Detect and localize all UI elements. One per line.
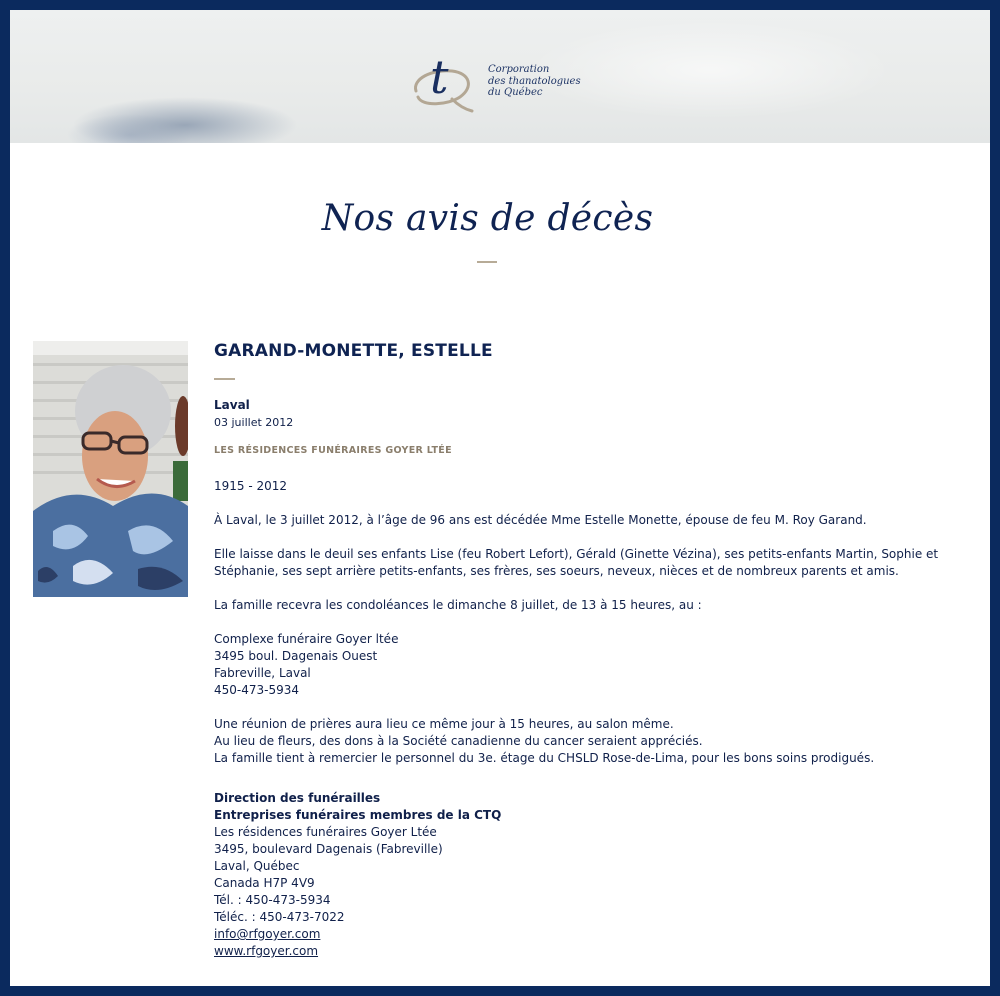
ctq-logo-text — [488, 64, 581, 99]
director-line: 3495, boulevard Dagenais (Fabreville) — [214, 842, 443, 856]
header-banner — [10, 10, 990, 143]
logo-line-2: des thanatologues — [488, 75, 581, 87]
director-email-link[interactable]: info@rfgoyer.com — [214, 927, 321, 941]
address-line: 3495 boul. Dagenais Ouest — [214, 649, 378, 663]
obituary-content — [214, 339, 954, 960]
name-divider — [214, 378, 235, 380]
closing-line: Une réunion de prières aura lieu ce même jour à 15 heures, au salon même. — [214, 717, 674, 731]
director-line: Les résidences funéraires Goyer Ltée — [214, 825, 437, 839]
closing-line: La famille tient à remercier le personnel du 3e. étage du CHSLD Rose-de-Lima, pour les bons soins prodigués. — [214, 751, 875, 765]
logo-line-3: du Québec — [488, 87, 543, 98]
address-phone: 450-473-5934 — [214, 683, 300, 697]
obituary-paragraph-2: Elle laisse dans le deuil ses enfants Lise (feu Robert Lefort), Gérald (Ginette Vézina), ses petits-enfants Martin, Sophie et Stéphanie, ses sept arrière petits-enfants, ses frères, ses soeurs, neveux, nièces et de nombreux parents et amis. — [214, 547, 939, 578]
visitation-address — [214, 631, 954, 699]
page-frame — [10, 10, 990, 986]
funeral-home-link[interactable]: LES RÉSIDENCES FUNÉRAIRES GOYER LTÉE — [214, 445, 452, 456]
director-phone: Tél. : 450-473-5934 — [214, 893, 331, 907]
obituary-date: 03 juillet 2012 — [214, 416, 294, 429]
obituary-paragraph-1: À Laval, le 3 juillet 2012, à l’âge de 96 ans est décédée Mme Estelle Monette, épouse de feu M. Roy Garand. — [214, 513, 867, 527]
page-title: Nos avis de décès — [321, 198, 654, 239]
director-line: Laval, Québec — [214, 859, 300, 873]
logo-line-1: Corporation — [488, 64, 550, 75]
obituary-paragraph-3: La famille recevra les condoléances le dimanche 8 juillet, de 13 à 15 heures, au : — [214, 598, 702, 612]
deceased-photo — [33, 341, 188, 597]
ctq-logo[interactable] — [408, 45, 608, 115]
deceased-portrait-image — [33, 341, 188, 597]
address-line: Fabreville, Laval — [214, 666, 311, 680]
director-heading: Direction des funérailles — [214, 791, 381, 805]
director-fax: Téléc. : 450-473-7022 — [214, 910, 345, 924]
closing-line: Au lieu de fleurs, des dons à la Société canadienne du cancer seraient appréciés. — [214, 734, 703, 748]
title-divider — [477, 261, 497, 263]
closing-notes — [214, 716, 954, 767]
director-subheading: Entreprises funéraires membres de la CTQ — [214, 808, 502, 822]
address-line: Complexe funéraire Goyer ltée — [214, 632, 399, 646]
svg-text:t: t — [430, 50, 449, 104]
director-website-link[interactable]: www.rfgoyer.com — [214, 944, 319, 958]
life-years: 1915 - 2012 — [214, 479, 288, 493]
obituary-city: Laval — [214, 398, 250, 412]
deceased-name: GARAND-MONETTE, ESTELLE — [214, 341, 493, 361]
ctq-logo-mark — [408, 45, 478, 115]
funeral-director-block — [214, 790, 954, 960]
director-line: Canada H7P 4V9 — [214, 876, 315, 890]
